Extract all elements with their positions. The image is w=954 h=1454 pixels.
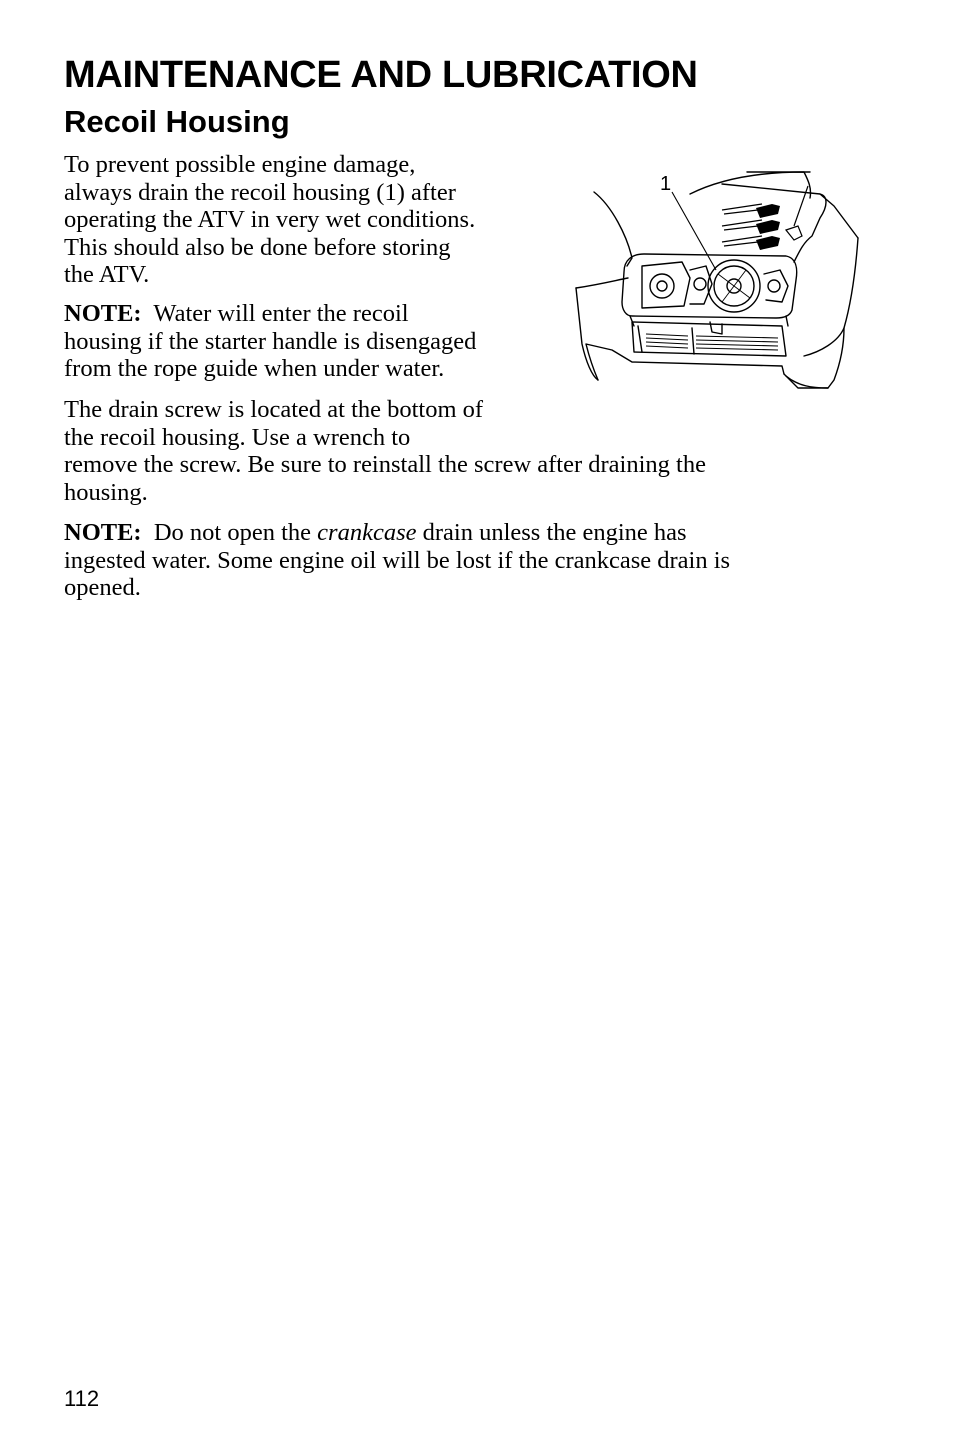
note-label: NOTE: [64,519,142,546]
note-paragraph [64,300,544,383]
page-number: 112 [64,1386,100,1411]
note-text: Water will enter the recoil [153,300,409,327]
section-title: MAINTENANCE AND LUBRICATION [64,54,698,96]
drain-line: housing. [64,478,148,506]
intro-line: This should also be done before storing [64,233,451,261]
note-line [64,519,854,547]
crankcase-note-paragraph [64,519,854,602]
note-line: ingested water. Some engine oil will be lost if the crankcase drain is [64,546,731,574]
note-text: Do not open the [153,519,312,546]
drain-line: the recoil housing. Use a wrench to [64,423,411,451]
note-line: housing if the starter handle is disengaged [64,327,477,355]
intro-line: the ATV. [64,261,150,288]
drain-line: The drain screw is located at the bottom of [64,396,484,423]
note-text: drain unless the engine has [422,519,687,546]
note-line [64,300,544,328]
note-label: NOTE: [64,300,142,327]
drain-line: remove the screw. Be sure to reinstall the screw after draining the [64,451,706,478]
note-line: from the rope guide when under water. [64,355,445,382]
intro-line: To prevent possible engine damage, [64,151,416,178]
note-line: opened. [64,574,141,601]
intro-paragraph [64,151,544,289]
subsection-title: Recoil Housing [64,104,290,139]
intro-line: always drain the recoil housing (1) after [64,178,456,206]
drain-screw-paragraph [64,396,854,506]
intro-line: operating the ATV in very wet conditions. [64,206,476,233]
recoil-housing-illustration [572,166,862,394]
crankcase-emphasis: crankcase [317,519,417,546]
callout-label: 1 [660,173,672,195]
